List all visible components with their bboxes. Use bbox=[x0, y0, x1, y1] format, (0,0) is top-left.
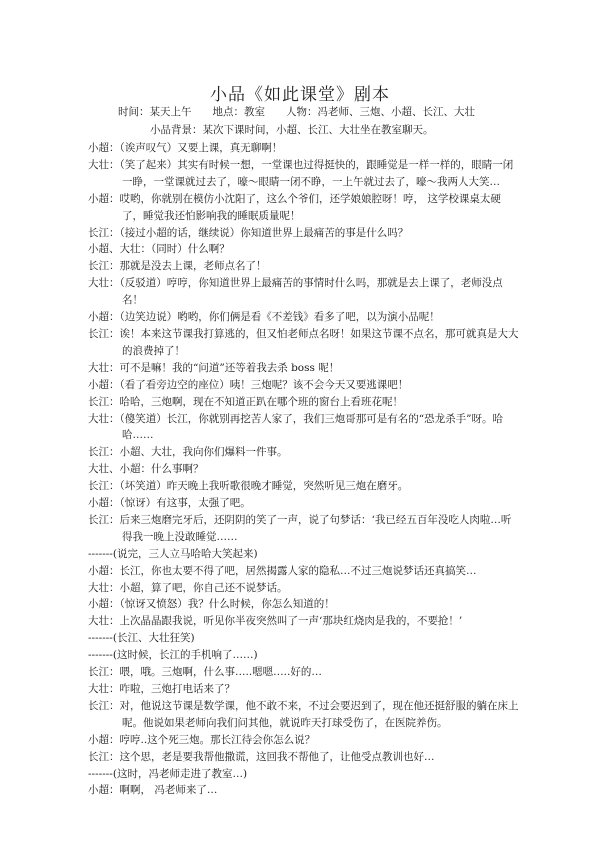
dialogue-text: 上次晶晶跟我说，听见你半夜突然叫了一声‘那块红烧肉是我的，不要抢！’ bbox=[119, 615, 463, 628]
dialogue-text: 啊啊， 冯老师来了… bbox=[119, 784, 218, 797]
speaker-name: 大壮： bbox=[88, 412, 120, 425]
speaker-name: 长江： bbox=[88, 513, 120, 526]
speaker-name: ------- bbox=[88, 649, 113, 662]
dialogue-line bbox=[88, 309, 520, 326]
speaker-name: ------- bbox=[88, 547, 113, 560]
document-meta: 时间：某天上午 地点：教室 人物：冯老师、三炮、小超、长江、大壮 bbox=[118, 106, 475, 118]
dialogue-line bbox=[88, 512, 520, 546]
dialogue-text: （接过小超的话，继续说）你知道世界上最痛苦的事是什么吗？ bbox=[119, 226, 409, 239]
dialogue-text: 这个思，老是要我帮他撒谎，这回我不帮他了，让他受点教训也好… bbox=[119, 750, 435, 763]
dialogue-text: 诶！本来这节课我打算逃的，但又怕老师点名呀！如果这节课不点名，那可就真是大大的浪费掉了！ bbox=[119, 327, 519, 357]
dialogue-line bbox=[88, 749, 520, 766]
dialogue-line bbox=[88, 546, 520, 563]
dialogue-line bbox=[88, 444, 520, 461]
speaker-name: ------- bbox=[88, 632, 113, 645]
dialogue-line bbox=[88, 394, 520, 411]
dialogue-line bbox=[88, 191, 520, 225]
dialogue-line bbox=[88, 326, 520, 360]
speaker-name: 长江： bbox=[88, 395, 120, 408]
dialogue-line bbox=[88, 140, 520, 157]
dialogue-text: (长江、大壮狂笑) bbox=[112, 632, 195, 645]
speaker-name: 小超： bbox=[88, 784, 120, 797]
dialogue-text: （傻笑道）长江，你就别再挖苦人家了，我们三炮哥那可是有名的“恐龙杀手”呀。哈哈…… bbox=[119, 412, 503, 442]
dialogue-text: 哎哟，你就别在模仿小沈阳了，这么个爷们，还学娘娘腔呀！哼， 这学校课桌太硬了，睡觉我还怕影响我的睡眠质量呢！ bbox=[119, 192, 501, 222]
dialogue-line bbox=[88, 157, 520, 191]
speaker-name: 大壮： bbox=[88, 615, 120, 628]
speaker-name: 大壮： bbox=[88, 277, 120, 290]
dialogue-text: （边笑边说）哟哟，你们俩是看《不差钱》看多了吧，以为演小品呢！ bbox=[119, 311, 440, 324]
dialogue-line bbox=[88, 241, 520, 258]
dialogue-line bbox=[88, 478, 520, 495]
dialogue-text: 哼哼..这个死三炮。那长江待会你怎么说？ bbox=[119, 733, 316, 746]
dialogue-line bbox=[88, 698, 520, 732]
dialogue-line bbox=[88, 377, 520, 394]
dialogue-text: (说完，三人立马哈哈大笑起来) bbox=[112, 547, 258, 560]
dialogue-text: 可不是嘛！我的“问道”还等着我去杀 boss 呢！ bbox=[119, 361, 340, 374]
speaker-name: 小超： bbox=[88, 598, 120, 611]
speaker-name: 大壮： bbox=[88, 683, 120, 695]
dialogue-line bbox=[88, 630, 520, 647]
dialogue-text: （诶声叹气）又要上课，真无聊啊！ bbox=[119, 142, 283, 154]
speaker-name: ------- bbox=[88, 767, 113, 780]
dialogue-text: （惊讶又愤怒）我？什么时候，你怎么知道的！ bbox=[119, 598, 335, 611]
dialogue-line bbox=[88, 580, 520, 597]
speaker-name: 长江： bbox=[88, 327, 120, 340]
script-body bbox=[88, 140, 520, 799]
speaker-name: 大壮： bbox=[88, 581, 120, 594]
dialogue-line bbox=[88, 225, 520, 242]
dialogue-line bbox=[88, 664, 520, 681]
speaker-name: 小超： bbox=[88, 497, 120, 510]
speaker-name: 长江： bbox=[88, 446, 120, 459]
dialogue-line bbox=[88, 647, 520, 664]
dialogue-text: 长江，你也太要不得了吧，居然揭露人家的隐私…不过三炮说梦话还真搞笑… bbox=[119, 564, 477, 577]
dialogue-text: 后来三炮磨完牙后，还阴阴的笑了一声，说了句梦话：‘我已经五百年没吃人肉啦…听得我一晚上没敢睡觉…… bbox=[119, 513, 512, 543]
dialogue-text: 那就是没去上课，老师点名了！ bbox=[119, 260, 267, 273]
dialogue-text: 喂，哦。三炮啊，什么事…..嗯嗯…..好的… bbox=[119, 666, 322, 679]
speaker-name: 小超、大壮： bbox=[88, 243, 151, 256]
speaker-name: 小超： bbox=[88, 733, 120, 746]
dialogue-text: （坏笑道）昨天晚上我听歌很晚才睡觉，突然听见三炮在磨牙。 bbox=[119, 480, 409, 493]
dialogue-line bbox=[88, 681, 520, 698]
dialogue-line bbox=[88, 275, 520, 309]
dialogue-text: 咋啦，三炮打电话来了？ bbox=[119, 683, 235, 695]
dialogue-text: (这时，冯老师走进了教室…) bbox=[112, 767, 248, 780]
dialogue-line bbox=[88, 766, 520, 783]
dialogue-line bbox=[88, 596, 520, 613]
speaker-name: 小超： bbox=[88, 378, 120, 391]
dialogue-line bbox=[88, 495, 520, 512]
document-title: 小品《如此课堂》剧本 bbox=[210, 85, 390, 105]
dialogue-text: (这时候，长江的手机响了……) bbox=[112, 649, 258, 662]
dialogue-text: 小超、大壮，我向你们爆料一件事。 bbox=[119, 446, 288, 459]
speaker-name: 长江： bbox=[88, 750, 120, 763]
dialogue-text: （笑了起来）其实有时候一想，一堂课也过得挺快的，跟睡觉是一样一样的，眼睛一闭一睁，一堂课就过去了，嚎～眼睛一闭不睁，一上午就过去了，嚎～我两人大笑… bbox=[119, 158, 514, 188]
dialogue-text: 对，他说这节课是数学课，他不敢不来，不过会要迟到了，现在他还挺舒服的躺在床上呢。他说如果老师向我们问其他，就说昨天打球受伤了，在医院养伤。 bbox=[119, 699, 519, 729]
speaker-name: 长江： bbox=[88, 666, 120, 679]
speaker-name: 小超： bbox=[88, 564, 120, 577]
dialogue-line bbox=[88, 411, 520, 445]
speaker-name: 小超： bbox=[88, 311, 120, 324]
dialogue-line bbox=[88, 732, 520, 749]
dialogue-line bbox=[88, 258, 520, 275]
dialogue-text: （惊讶）有这事，太强了吧。 bbox=[119, 497, 251, 510]
dialogue-text: （看了看旁边空的座位）咦！三炮呢？该不会今天又要逃课吧！ bbox=[119, 378, 409, 391]
dialogue-text: 哈哈，三炮啊，现在不知道正趴在哪个班的窗台上看班花呢！ bbox=[119, 395, 403, 408]
speaker-name: 长江： bbox=[88, 480, 120, 493]
speaker-name: 长江： bbox=[88, 226, 120, 239]
speaker-name: 长江： bbox=[88, 260, 120, 273]
dialogue-text: 什么事啊？ bbox=[151, 463, 204, 476]
speaker-name: 长江： bbox=[88, 699, 120, 712]
scene-background: 小品背景：某次下课时间，小超、长江、大壮坐在教室聊天。 bbox=[150, 124, 434, 136]
dialogue-line bbox=[88, 563, 520, 580]
dialogue-line bbox=[88, 461, 520, 478]
dialogue-text: （反驳道）哼哼，你知道世界上最痛苦的事情时什么吗，那就是去上课了，老师没点名！ bbox=[119, 277, 503, 307]
speaker-name: 小超： bbox=[88, 192, 120, 205]
dialogue-line bbox=[88, 360, 520, 377]
speaker-name: 大壮： bbox=[88, 361, 120, 374]
speaker-name: 大壮、小超： bbox=[88, 463, 151, 476]
dialogue-line bbox=[88, 782, 520, 799]
speaker-name: 大壮： bbox=[88, 158, 120, 171]
speaker-name: 小超： bbox=[88, 142, 120, 154]
dialogue-text: 小超，算了吧，你自己还不说梦话。 bbox=[119, 581, 288, 594]
dialogue-text: （同时）什么啊？ bbox=[151, 243, 230, 256]
dialogue-line bbox=[88, 613, 520, 630]
